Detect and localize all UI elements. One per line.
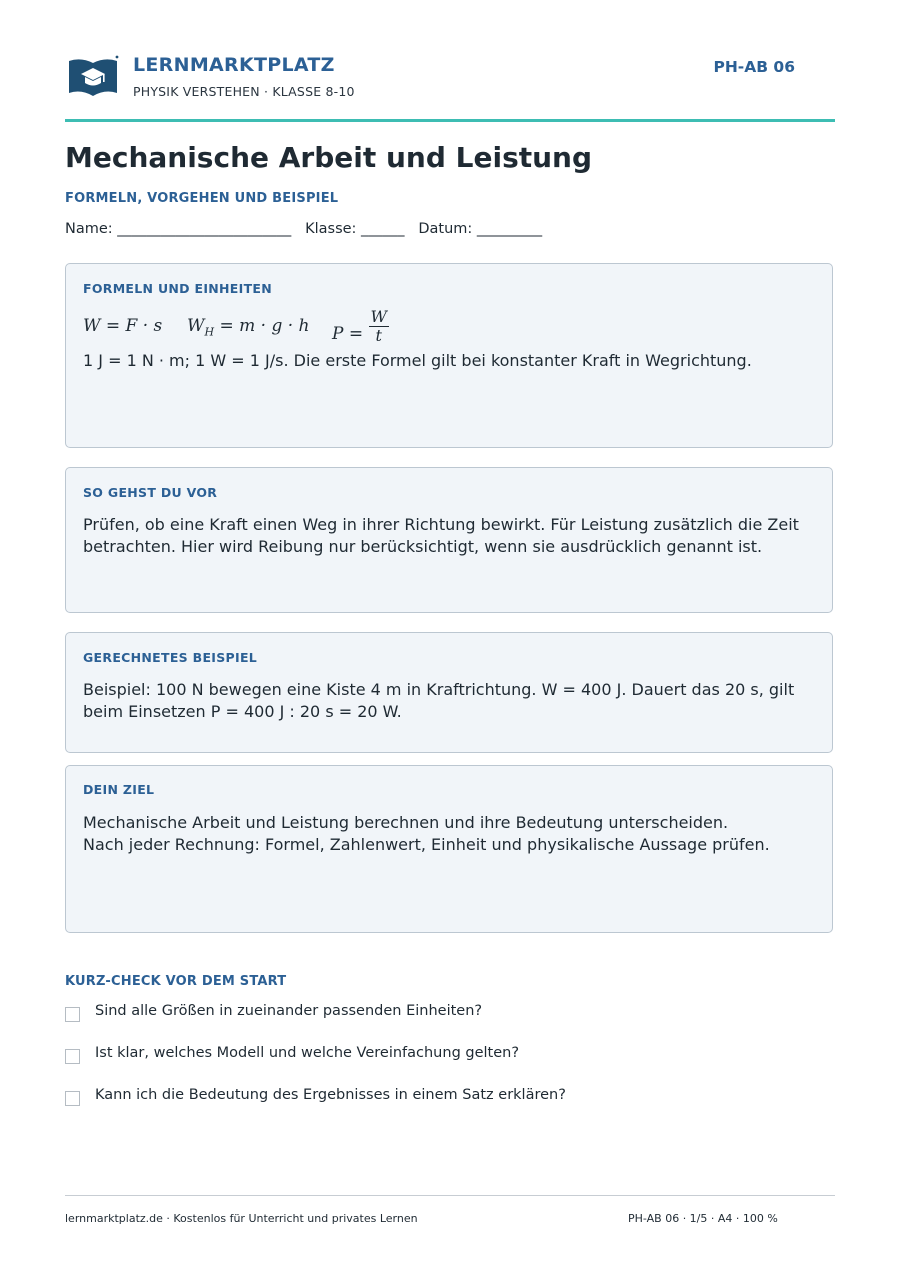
checkbox[interactable] xyxy=(65,1049,80,1064)
footer-page-info: PH-AB 06 · 1/5 · A4 · 100 % xyxy=(628,1212,778,1225)
page-header xyxy=(65,52,835,102)
checklist-item[interactable] xyxy=(65,1087,765,1109)
footer-divider xyxy=(65,1195,835,1196)
units-text: 1 J = 1 N · m; 1 W = 1 J/s. Die erste Formel gilt bei konstanter Kraft in Wegrichtung. xyxy=(83,351,752,370)
brand-subtitle: PHYSIK VERSTEHEN · KLASSE 8-10 xyxy=(133,84,355,99)
formula-potential-energy: $W_H = m \cdot g \cdot h$ xyxy=(187,316,310,339)
page-subtitle: FORMELN, VORGEHEN UND BEISPIEL xyxy=(65,191,339,206)
checkbox[interactable] xyxy=(65,1091,80,1106)
formula-power: P = $\frac{W}{t}$ xyxy=(332,307,387,345)
checklist-item-label: Sind alle Größen in zueinander passenden Einheiten? xyxy=(95,1003,483,1019)
formulas-box xyxy=(65,263,833,448)
procedure-box xyxy=(65,467,833,613)
checklist-item-label: Kann ich die Bedeutung des Ergebnisses in einem Satz erklären? xyxy=(95,1087,566,1103)
box-label: FORMELN UND EINHEITEN xyxy=(83,281,273,296)
footer-site-info: lernmarktplatz.de · Kostenlos für Unterricht und privates Lernen xyxy=(65,1212,418,1225)
goal-text-line-1: Mechanische Arbeit und Leistung berechnen und ihre Bedeutung unterscheiden. xyxy=(83,813,729,832)
page-title: Mechanische Arbeit und Leistung xyxy=(65,141,593,174)
example-text: Beispiel: 100 N bewegen eine Kiste 4 m in Kraftrichtung. W = 400 J. Dauert das 20 s, gilt beim Einsetzen P = 400 J : 20 s = 20 W. xyxy=(83,680,795,721)
checklist-title: KURZ-CHECK VOR DEM START xyxy=(65,974,287,989)
checklist-item[interactable] xyxy=(65,1003,765,1025)
brand-name: LERNMARKTPLATZ xyxy=(133,54,335,76)
example-box xyxy=(65,632,833,753)
checkbox[interactable] xyxy=(65,1007,80,1022)
checklist-item[interactable] xyxy=(65,1045,765,1067)
checklist-item-label: Ist klar, welches Modell und welche Vereinfachung gelten? xyxy=(95,1045,520,1061)
box-label: SO GEHST DU VOR xyxy=(83,485,218,500)
header-divider xyxy=(65,119,835,122)
graduation-cap-book-icon xyxy=(67,55,119,99)
box-label: DEIN ZIEL xyxy=(83,782,155,797)
box-label: GERECHNETES BEISPIEL xyxy=(83,650,258,665)
goal-box xyxy=(65,765,833,933)
procedure-text: Prüfen, ob eine Kraft einen Weg in ihrer Richtung bewirkt. Für Leistung zusätzlich die Zeit betrachten. Hier wird Reibung nur berücksichtigt, wenn sie ausdrücklich genannt ist. xyxy=(83,515,799,556)
formula-work: W = F · s xyxy=(83,316,163,336)
goal-text-line-2: Nach jeder Rechnung: Formel, Zahlenwert, Einheit und physikalische Aussage prüfen. xyxy=(83,835,770,854)
name-class-date-fields: Name: ________________________ Klasse: ______ Datum: _________ xyxy=(65,221,543,237)
document-code: PH-AB 06 xyxy=(713,58,795,76)
